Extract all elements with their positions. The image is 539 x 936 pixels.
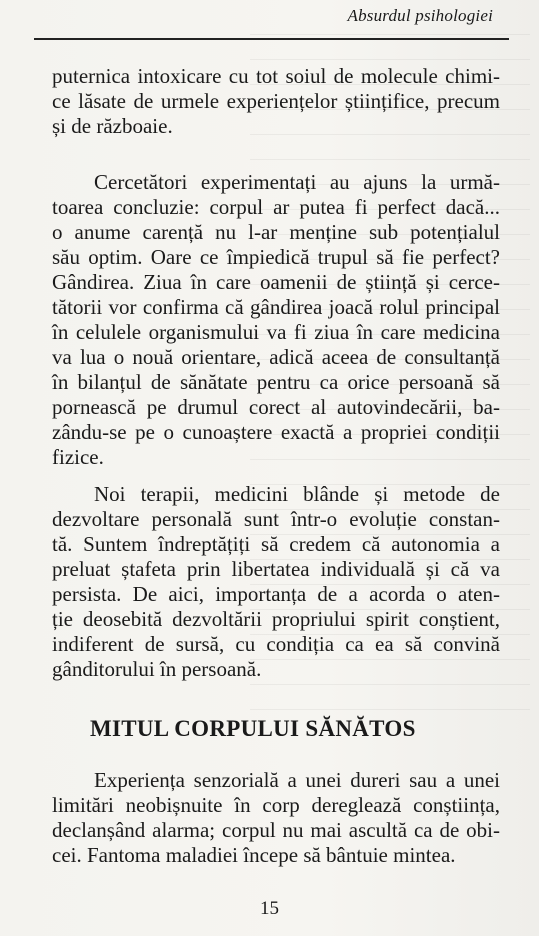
text-line: indiferent de sursă, cu condiția ca ea să convină [52,632,500,656]
text-line: persista. De aici, importanța de a acorda o aten- [52,582,500,606]
running-header: Absurdul psihologiei [347,6,493,25]
text-line: și de războaie. [52,114,173,138]
text-line: o anume carență nu l-ar menține sub potențialul [52,220,500,244]
text-line: său optim. Oare ce împiedică trupul să fie perfect? [52,245,500,269]
text-line: ce lăsate de urmele experiențelor științifice, precum [52,89,500,113]
text-line: Noi terapii, medicini blânde și metode de [94,482,500,506]
paragraph-2 [52,170,500,470]
text-line: tă. Suntem îndreptățiți să credem că autonomia a [52,532,500,556]
text-line: va lua o nouă orientare, adică aceea de consultanță [52,345,500,369]
header-rule [34,38,509,40]
text-line: declanșând alarma; corpul nu mai ascultă ca de obi- [52,818,500,842]
text-line: tătorii vor confirma că gândirea joacă rolul principal [52,295,500,319]
text-line: pornească pe drumul corect al autovindecării, ba- [52,395,500,419]
text-line: în bilanțul de sănătate pentru ca orice persoană să [52,370,500,394]
text-line: limitări neobișnuite în corp dereglează conștiința, [52,793,500,817]
paragraph-4 [52,768,500,868]
text-line: puternica intoxicare cu tot soiul de molecule chimi- [52,64,500,88]
text-line: zându-se pe o cunoaștere exactă a propriei condiții [52,420,500,444]
text-line: toarea concluzie: corpul ar putea fi perfect dacă... [52,195,500,219]
text-line: preluat ștafeta prin libertatea individuală și că va [52,557,500,581]
paragraph-3 [52,482,500,682]
text-line: dezvoltare personală sunt într-o evoluție constan- [52,507,500,531]
section-heading: MITUL CORPULUI SĂNĂTOS [90,716,416,741]
paragraph-1 [52,64,500,139]
text-line: fizice. [52,445,104,469]
text-line: în celulele organismului va fi ziua în care medicina [52,320,500,344]
text-line: ție deosebită dezvoltării propriului spirit conștient, [52,607,500,631]
text-line: Cercetători experimentați au ajuns la urmă- [94,170,500,194]
text-line: Gândirea. Ziua în care oamenii de știință și cerce- [52,270,500,294]
text-line: cei. Fantoma maladiei începe să bântuie mintea. [52,843,456,867]
text-line: gânditorului în persoană. [52,657,262,681]
text-line: Experiența senzorială a unei dureri sau a unei [94,768,500,792]
page-number: 15 [260,898,279,919]
